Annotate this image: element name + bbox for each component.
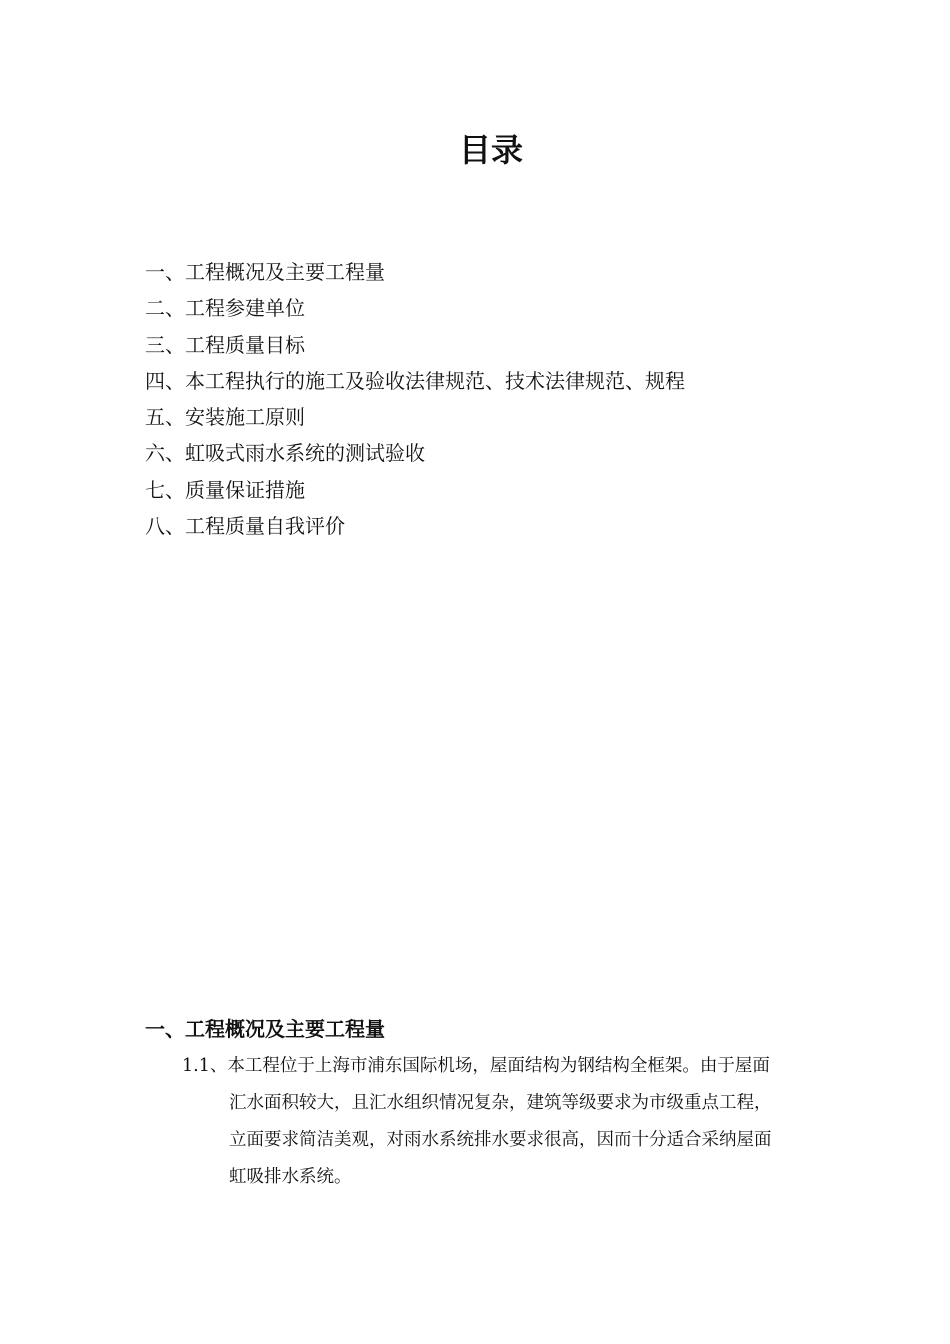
paragraph-line: 1.1、本工程位于上海市浦东国际机场，屋面结构为钢结构全框架。由于屋面 xyxy=(182,1056,770,1076)
toc-item: 三、工程质量目标 xyxy=(145,332,305,357)
toc-item: 四、本工程执行的施工及验收法律规范、技术法律规范、规程 xyxy=(145,368,685,393)
section-heading: 一、工程概况及主要工程量 xyxy=(145,1017,385,1041)
paragraph-line: 立面要求简洁美观，对雨水系统排水要求很高，因而十分适合采纳屋面 xyxy=(229,1130,772,1150)
paragraph-line: 虹吸排水系统。 xyxy=(229,1167,352,1187)
toc-item: 六、虹吸式雨水系统的测试验收 xyxy=(145,441,425,466)
toc-item: 二、工程参建单位 xyxy=(145,296,305,321)
page-title: 目录 xyxy=(458,131,523,169)
section-paragraph xyxy=(182,1048,827,1196)
table-of-contents xyxy=(145,254,685,544)
toc-item: 八、工程质量自我评价 xyxy=(145,514,345,539)
toc-item: 五、安装施工原则 xyxy=(145,405,305,430)
toc-item: 一、工程概况及主要工程量 xyxy=(145,260,385,284)
toc-item: 七、质量保证措施 xyxy=(145,477,305,502)
paragraph-line: 汇水面积较大，且汇水组织情况复杂，建筑等级要求为市级重点工程， xyxy=(229,1093,772,1113)
